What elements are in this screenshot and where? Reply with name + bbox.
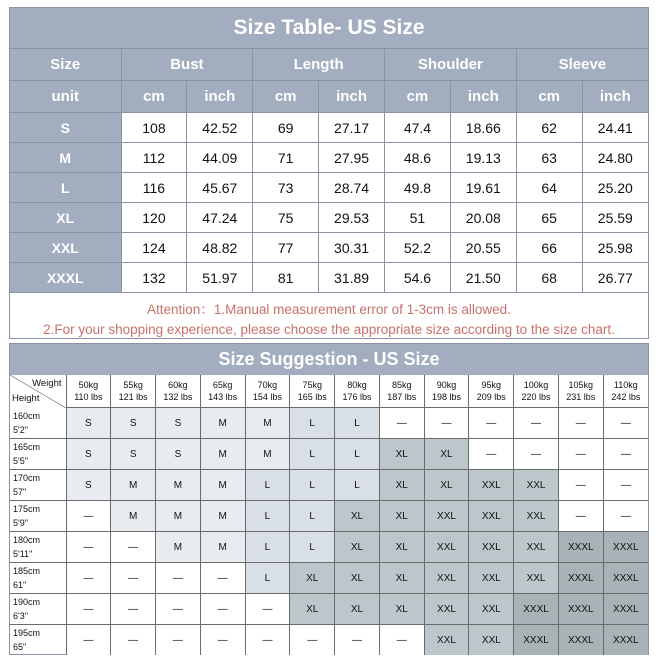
suggested-size-cell: — xyxy=(156,625,201,656)
suggested-size-cell: M xyxy=(156,532,201,563)
weight-kg: 70kg xyxy=(257,380,278,390)
header-size: Size xyxy=(10,49,121,81)
suggested-size-cell: XXL xyxy=(469,501,514,532)
suggested-size-cell: L xyxy=(290,408,335,439)
header-unit-cm: cm xyxy=(121,81,187,113)
size-table-title: Size Table- US Size xyxy=(10,8,648,49)
height-header xyxy=(10,501,66,532)
header-unit-inch: inch xyxy=(582,81,648,113)
measurement-cell: 25.20 xyxy=(582,173,648,203)
measurement-cell: 120 xyxy=(121,203,187,233)
header-unit-inch: inch xyxy=(319,81,385,113)
measurement-cell: 20.55 xyxy=(450,233,516,263)
suggested-size-cell: — xyxy=(469,439,514,470)
weight-lbs: 242 lbs xyxy=(611,392,641,402)
suggested-size-cell: L xyxy=(290,532,335,563)
suggested-size-cell: XL xyxy=(335,532,380,563)
measurement-cell: 27.95 xyxy=(319,143,385,173)
height-ft: 5'9" xyxy=(13,518,28,528)
measurement-cell: 26.77 xyxy=(582,263,648,293)
height-header xyxy=(10,563,66,594)
suggested-size-cell: XXL xyxy=(514,470,559,501)
suggested-size-cell: S xyxy=(156,439,201,470)
weight-lbs: 209 lbs xyxy=(476,392,506,402)
suggested-size-cell: XXL xyxy=(469,625,514,656)
measurement-cell: 65 xyxy=(516,203,582,233)
weight-lbs: 220 lbs xyxy=(521,392,551,402)
suggested-size-cell: XL xyxy=(379,532,424,563)
suggested-size-cell: XXL xyxy=(424,532,469,563)
suggested-size-cell: XL xyxy=(424,470,469,501)
weight-header xyxy=(111,375,156,408)
height-cm: 160cm xyxy=(13,410,41,421)
height-ft: 61" xyxy=(13,580,27,590)
suggested-size-cell: S xyxy=(66,408,111,439)
measurement-cell: 112 xyxy=(121,143,187,173)
weight-lbs: 154 lbs xyxy=(252,392,282,402)
size-suggestion xyxy=(9,343,649,655)
size-row xyxy=(10,263,648,293)
height-cm: 195cm xyxy=(13,628,41,638)
height-header xyxy=(10,594,66,625)
height-ft: 5'2" xyxy=(13,424,28,435)
weight-kg: 110kg xyxy=(613,380,638,390)
weight-header xyxy=(558,375,603,408)
suggested-size-cell: — xyxy=(111,594,156,625)
suggested-size-cell: M xyxy=(245,439,290,470)
suggested-size-cell: M xyxy=(245,408,290,439)
height-ft: 5'5" xyxy=(13,456,28,466)
weight-kg: 60kg xyxy=(168,380,188,390)
weight-lbs: 143 lbs xyxy=(208,392,238,402)
size-table xyxy=(9,7,649,339)
weight-lbs: 231 lbs xyxy=(566,392,596,402)
size-row xyxy=(10,113,648,143)
suggested-size-cell: — xyxy=(200,625,245,656)
suggested-size-cell: S xyxy=(111,408,156,439)
suggested-size-cell: — xyxy=(111,563,156,594)
suggested-size-cell: — xyxy=(245,625,290,656)
height-row xyxy=(10,408,648,439)
measurement-cell: 73 xyxy=(253,173,319,203)
suggested-size-cell: — xyxy=(66,625,111,656)
weight-kg: 100kg xyxy=(523,380,549,390)
height-cm: 165cm xyxy=(13,442,41,452)
weight-kg: 105kg xyxy=(568,380,594,390)
weight-kg: 65kg xyxy=(212,380,233,390)
suggested-size-cell: XXL xyxy=(424,594,469,625)
suggestion-table xyxy=(10,375,648,655)
weight-lbs: 121 lbs xyxy=(118,392,148,402)
suggested-size-cell: M xyxy=(111,501,156,532)
measurement-cell: 47.24 xyxy=(187,203,253,233)
suggested-size-cell: L xyxy=(290,439,335,470)
measurement-cell: 25.59 xyxy=(582,203,648,233)
height-ft: 65" xyxy=(13,642,27,652)
header-shoulder: Shoulder xyxy=(385,49,517,81)
weight-header xyxy=(335,375,380,408)
corner-weight-label: Weight xyxy=(32,378,62,389)
measurement-table xyxy=(10,49,648,293)
header-bust: Bust xyxy=(121,49,253,81)
weight-kg: 95kg xyxy=(481,380,502,390)
corner-cell xyxy=(10,375,66,408)
measurement-cell: 48.6 xyxy=(385,143,451,173)
note-size-advice: 2.For your shopping experience, please choose the appropriate size according to the size chart. xyxy=(43,322,615,337)
suggested-size-cell: XXL xyxy=(424,563,469,594)
measurement-cell: 19.13 xyxy=(450,143,516,173)
measurement-cell: 19.61 xyxy=(450,173,516,203)
measurement-cell: 25.98 xyxy=(582,233,648,263)
suggested-size-cell: — xyxy=(66,501,111,532)
suggested-size-cell: XL xyxy=(379,439,424,470)
suggested-size-cell: XXL xyxy=(424,625,469,656)
suggested-size-cell: XXXL xyxy=(514,625,559,656)
suggested-size-cell: — xyxy=(379,625,424,656)
weight-header xyxy=(514,375,559,408)
suggested-size-cell: — xyxy=(111,625,156,656)
measurement-cell: 48.82 xyxy=(187,233,253,263)
suggested-size-cell: M xyxy=(111,470,156,501)
header-unit-cm: cm xyxy=(385,81,451,113)
suggested-size-cell: — xyxy=(111,532,156,563)
weight-header xyxy=(156,375,201,408)
suggested-size-cell: XXXL xyxy=(603,563,648,594)
suggested-size-cell: M xyxy=(200,408,245,439)
height-cm: 180cm xyxy=(13,535,41,545)
suggested-size-cell: M xyxy=(200,439,245,470)
measurement-cell: 66 xyxy=(516,233,582,263)
suggested-size-cell: M xyxy=(200,470,245,501)
height-header xyxy=(10,470,66,501)
suggestion-title: Size Suggestion - US Size xyxy=(10,344,648,375)
weight-header xyxy=(603,375,648,408)
weight-kg: 55kg xyxy=(123,380,143,390)
header-unit-cm: cm xyxy=(516,81,582,113)
measurement-cell: 24.41 xyxy=(582,113,648,143)
size-label: XL xyxy=(10,203,121,233)
weight-header xyxy=(290,375,335,408)
height-cm: 185cm xyxy=(13,566,41,576)
suggested-size-cell: XL xyxy=(424,439,469,470)
suggested-size-cell: XXXL xyxy=(603,594,648,625)
weight-lbs: 176 lbs xyxy=(342,392,372,402)
suggested-size-cell: — xyxy=(514,439,559,470)
measurement-cell: 62 xyxy=(516,113,582,143)
height-ft: 6'3" xyxy=(13,611,28,621)
weight-header xyxy=(424,375,469,408)
weight-kg: 75kg xyxy=(302,380,322,390)
suggested-size-cell: S xyxy=(111,439,156,470)
suggested-size-cell: XXXL xyxy=(603,625,648,656)
weight-lbs: 132 lbs xyxy=(163,392,193,402)
suggested-size-cell: — xyxy=(156,594,201,625)
measurement-cell: 27.17 xyxy=(319,113,385,143)
measurement-cell: 21.50 xyxy=(450,263,516,293)
size-row xyxy=(10,143,648,173)
measurement-cell: 45.67 xyxy=(187,173,253,203)
suggested-size-cell: L xyxy=(245,532,290,563)
measurement-cell: 108 xyxy=(121,113,187,143)
suggested-size-cell: — xyxy=(156,563,201,594)
suggested-size-cell: L xyxy=(245,470,290,501)
suggested-size-cell: XXL xyxy=(469,532,514,563)
suggested-size-cell: — xyxy=(558,408,603,439)
size-label: M xyxy=(10,143,121,173)
suggested-size-cell: M xyxy=(156,470,201,501)
suggested-size-cell: — xyxy=(66,563,111,594)
measurement-cell: 51 xyxy=(385,203,451,233)
measurement-cell: 124 xyxy=(121,233,187,263)
suggested-size-cell: — xyxy=(200,594,245,625)
weight-kg: 80kg xyxy=(347,380,367,390)
height-header xyxy=(10,439,66,470)
suggested-size-cell: XXXL xyxy=(558,594,603,625)
suggested-size-cell: XXL xyxy=(469,470,514,501)
height-header xyxy=(10,625,66,656)
height-cm: 170cm xyxy=(13,473,41,483)
measurement-cell: 63 xyxy=(516,143,582,173)
suggested-size-cell: XXL xyxy=(469,563,514,594)
measurement-cell: 64 xyxy=(516,173,582,203)
size-row xyxy=(10,173,648,203)
notes xyxy=(10,293,648,340)
height-header xyxy=(10,408,66,439)
height-row xyxy=(10,501,648,532)
suggested-size-cell: XL xyxy=(290,563,335,594)
suggested-size-cell: M xyxy=(200,501,245,532)
height-cm: 175cm xyxy=(13,504,41,514)
header-unit: unit xyxy=(10,81,121,113)
weight-header xyxy=(200,375,245,408)
suggested-size-cell: — xyxy=(514,408,559,439)
suggested-size-cell: — xyxy=(558,501,603,532)
suggested-size-cell: L xyxy=(290,470,335,501)
size-label: S xyxy=(10,113,121,143)
suggested-size-cell: M xyxy=(200,532,245,563)
height-row xyxy=(10,439,648,470)
weight-lbs: 110 lbs xyxy=(74,392,103,402)
suggested-size-cell: XXL xyxy=(514,532,559,563)
suggested-size-cell: — xyxy=(424,408,469,439)
measurement-cell: 51.97 xyxy=(187,263,253,293)
note-measurement-error: Attention：1.Manual measurement error of 1-3cm is allowed. xyxy=(147,302,511,317)
measurement-cell: 75 xyxy=(253,203,319,233)
measurement-cell: 116 xyxy=(121,173,187,203)
measurement-cell: 54.6 xyxy=(385,263,451,293)
suggested-size-cell: XL xyxy=(335,501,380,532)
measurement-cell: 28.74 xyxy=(319,173,385,203)
height-row xyxy=(10,625,648,656)
suggested-size-cell: — xyxy=(335,625,380,656)
measurement-cell: 69 xyxy=(253,113,319,143)
suggested-size-cell: XL xyxy=(379,501,424,532)
weight-header xyxy=(379,375,424,408)
measurement-cell: 44.09 xyxy=(187,143,253,173)
measurement-cell: 132 xyxy=(121,263,187,293)
height-row xyxy=(10,532,648,563)
suggested-size-cell: XXL xyxy=(424,501,469,532)
weight-kg: 50kg xyxy=(78,380,99,390)
suggested-size-cell: — xyxy=(603,501,648,532)
suggested-size-cell: M xyxy=(156,501,201,532)
measurement-cell: 77 xyxy=(253,233,319,263)
weight-kg: 90kg xyxy=(436,380,457,390)
height-row xyxy=(10,470,648,501)
size-row xyxy=(10,203,648,233)
measurement-cell: 52.2 xyxy=(385,233,451,263)
suggested-size-cell: — xyxy=(558,470,603,501)
size-label: XXL xyxy=(10,233,121,263)
measurement-cell: 68 xyxy=(516,263,582,293)
suggested-size-cell: XL xyxy=(290,594,335,625)
header-unit-cm: cm xyxy=(253,81,319,113)
measurement-cell: 31.89 xyxy=(319,263,385,293)
weight-lbs: 187 lbs xyxy=(387,392,417,402)
measurement-cell: 71 xyxy=(253,143,319,173)
height-cm: 190cm xyxy=(13,597,41,607)
suggested-size-cell: L xyxy=(335,439,380,470)
height-row xyxy=(10,594,648,625)
suggested-size-cell: — xyxy=(290,625,335,656)
suggested-size-cell: L xyxy=(245,563,290,594)
size-label: L xyxy=(10,173,121,203)
height-ft: 5'11" xyxy=(13,549,33,559)
corner-height-label: Height xyxy=(12,392,40,404)
header-unit-inch: inch xyxy=(187,81,253,113)
measurement-cell: 49.8 xyxy=(385,173,451,203)
measurement-cell: 47.4 xyxy=(385,113,451,143)
suggested-size-cell: XXL xyxy=(514,563,559,594)
suggested-size-cell: XL xyxy=(335,563,380,594)
height-header xyxy=(10,532,66,563)
suggested-size-cell: — xyxy=(66,594,111,625)
measurement-cell: 24.80 xyxy=(582,143,648,173)
suggested-size-cell: L xyxy=(335,408,380,439)
height-ft: 57" xyxy=(13,487,27,497)
suggested-size-cell: XL xyxy=(379,470,424,501)
suggested-size-cell: — xyxy=(200,563,245,594)
suggested-size-cell: — xyxy=(603,439,648,470)
weight-header xyxy=(469,375,514,408)
header-unit-inch: inch xyxy=(450,81,516,113)
suggested-size-cell: XXXL xyxy=(558,563,603,594)
suggested-size-cell: — xyxy=(603,408,648,439)
header-length: Length xyxy=(253,49,385,81)
size-label: XXXL xyxy=(10,263,121,293)
header-sleeve: Sleeve xyxy=(516,49,648,81)
measurement-cell: 29.53 xyxy=(319,203,385,233)
suggested-size-cell: — xyxy=(66,532,111,563)
suggested-size-cell: XXXL xyxy=(603,532,648,563)
suggested-size-cell: — xyxy=(469,408,514,439)
measurement-cell: 42.52 xyxy=(187,113,253,143)
suggested-size-cell: XXXL xyxy=(514,594,559,625)
suggested-size-cell: XXXL xyxy=(558,532,603,563)
suggested-size-cell: XXL xyxy=(469,594,514,625)
suggested-size-cell: S xyxy=(156,408,201,439)
suggested-size-cell: S xyxy=(66,470,111,501)
suggested-size-cell: XL xyxy=(379,594,424,625)
measurement-cell: 20.08 xyxy=(450,203,516,233)
weight-kg: 85kg xyxy=(391,380,412,390)
suggested-size-cell: — xyxy=(558,439,603,470)
suggested-size-cell: — xyxy=(245,594,290,625)
measurement-cell: 81 xyxy=(253,263,319,293)
size-row xyxy=(10,233,648,263)
weight-header xyxy=(66,375,111,408)
suggested-size-cell: L xyxy=(335,470,380,501)
height-row xyxy=(10,563,648,594)
measurement-cell: 30.31 xyxy=(319,233,385,263)
suggested-size-cell: XXXL xyxy=(558,625,603,656)
weight-header xyxy=(245,375,290,408)
suggested-size-cell: S xyxy=(66,439,111,470)
suggested-size-cell: XXL xyxy=(514,501,559,532)
suggested-size-cell: L xyxy=(290,501,335,532)
measurement-cell: 18.66 xyxy=(450,113,516,143)
suggested-size-cell: XL xyxy=(379,563,424,594)
suggested-size-cell: — xyxy=(603,470,648,501)
suggested-size-cell: XL xyxy=(335,594,380,625)
weight-lbs: 165 lbs xyxy=(297,392,327,402)
suggested-size-cell: L xyxy=(245,501,290,532)
weight-lbs: 198 lbs xyxy=(431,392,462,402)
suggested-size-cell: — xyxy=(379,408,424,439)
